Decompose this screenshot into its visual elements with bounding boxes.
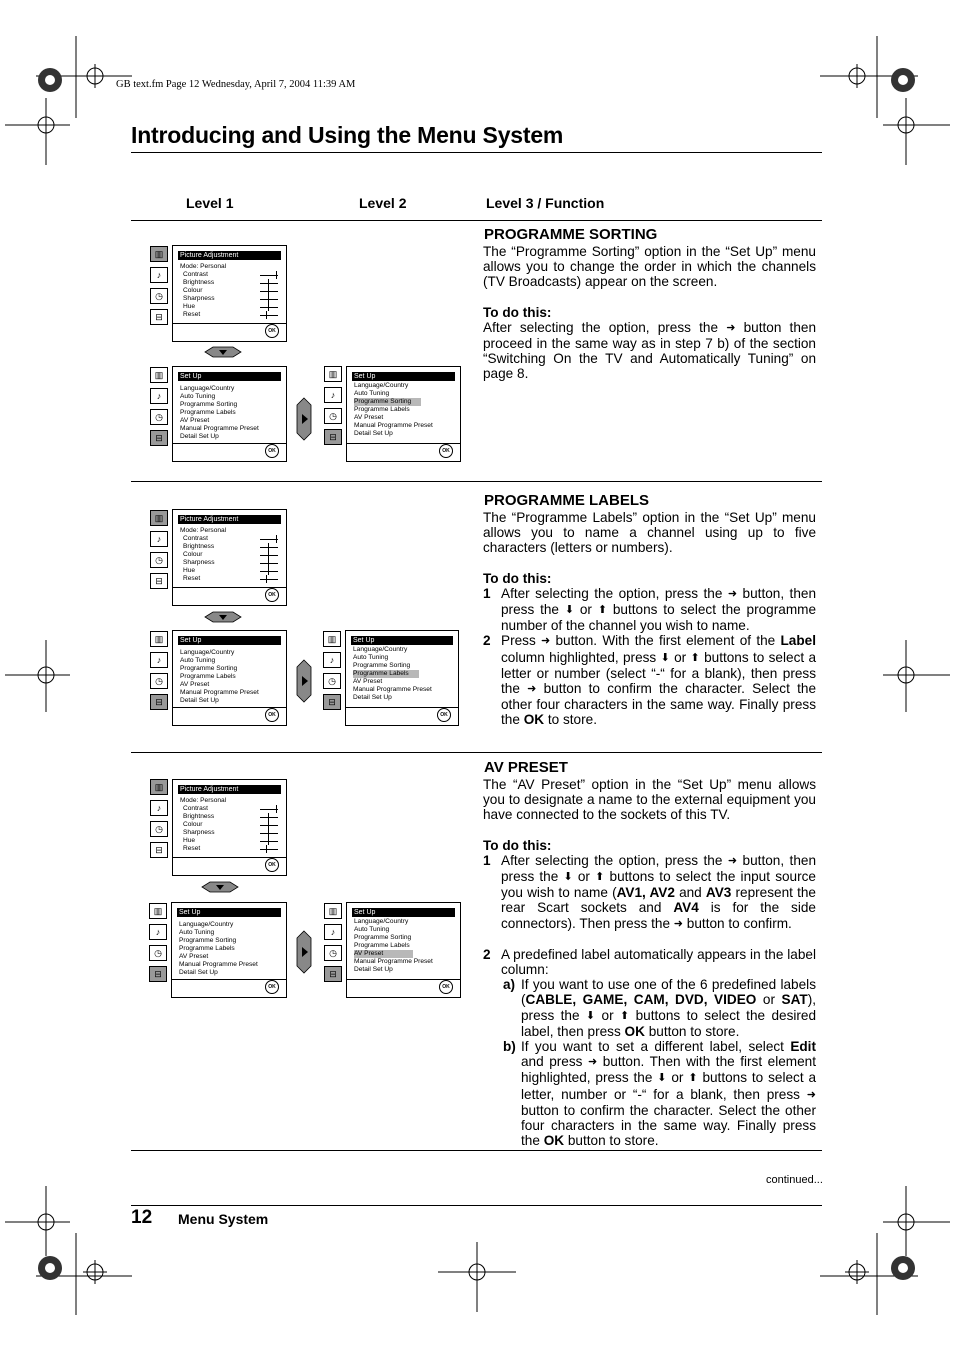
setup-icon: ⊟ <box>150 842 168 858</box>
section-heading: PROGRAMME LABELS <box>484 492 649 509</box>
menu-line: Contrast <box>183 271 208 278</box>
menu-line: Reset <box>183 575 201 582</box>
menu-line: Manual Programme Preset <box>180 425 259 432</box>
menu-line: AV Preset <box>180 417 210 424</box>
setup-menu-box-selected <box>346 366 461 462</box>
sound-icon: ♪ <box>150 800 168 816</box>
section-rule <box>131 752 822 753</box>
menu-line: Colour <box>183 821 203 828</box>
menu-line: AV Preset <box>354 414 384 421</box>
menu-line: Manual Programme Preset <box>354 422 433 429</box>
down-arrow-icon: ⬇ <box>657 1072 667 1085</box>
menu-line: Detail Set Up <box>354 430 393 437</box>
setup-icon: ⊟ <box>323 694 341 710</box>
sound-icon: ♪ <box>150 267 168 283</box>
continued-note: continued... <box>766 1174 823 1186</box>
up-arrow-icon: ⬆ <box>597 604 608 617</box>
menu-line: Language/Country <box>353 646 408 653</box>
menu-line: Reset <box>183 845 201 852</box>
right-arrow-icon: ➜ <box>527 683 537 696</box>
level1-icon-column <box>150 367 168 451</box>
sound-icon: ♪ <box>324 924 342 940</box>
menu-line: Auto Tuning <box>354 390 390 397</box>
level-1-heading: Level 1 <box>186 195 234 211</box>
list-item: 2 Press ➜ button. With the first element of the Label column highlighted, press ⬇ or ⬆ buttons to select a letter or number (select “-“ for a blank), then press the ➜ button to confirm the character. Select the other four characters in the same way. Finally press the OK to store. <box>483 633 817 728</box>
menu-line: Detail Set Up <box>353 694 392 701</box>
setup-icon: ⊟ <box>150 309 168 325</box>
right-arrow-icon: ➜ <box>673 917 684 930</box>
menu-line-highlighted: Programme Labels <box>353 670 419 678</box>
paragraph: The “Programme Labels” option in the “Set Up” menu allows you to name a channel using up to five characters (letters or numbers). <box>483 510 816 556</box>
menu-line: Auto Tuning <box>179 929 215 936</box>
timer-icon: ◷ <box>150 288 168 304</box>
right-arrow-icon <box>296 930 312 974</box>
title-rule <box>131 152 822 153</box>
menu-line: Hue <box>183 303 196 310</box>
menu-line: Programme Labels <box>180 673 236 680</box>
paragraph: After selecting the option, press the ➜ button then proceed in the same way as in step 7 b) of the section “Switching On the TV and Automatically Tuning” on page 8. <box>483 319 817 382</box>
paragraph: The “Programme Sorting” option in the “Set Up” menu allows you to change the order in which the channels (TV Broadcasts) appear on the screen. <box>483 244 816 290</box>
picture-icon: ▥ <box>149 903 167 919</box>
menu-line: AV Preset <box>353 678 383 685</box>
menu-header: Picture Adjustment <box>178 251 281 260</box>
setup-menu-box <box>171 902 287 998</box>
timer-icon: ◷ <box>149 945 167 961</box>
down-arrow-icon <box>203 611 243 623</box>
level-3-heading: Level 3 / Function <box>486 195 605 211</box>
menu-line: AV Preset <box>179 953 209 960</box>
menu-line: Detail Set Up <box>180 433 219 440</box>
menu-line: Detail Set Up <box>354 966 393 973</box>
picture-icon: ▥ <box>150 779 168 795</box>
menu-line: Programme Sorting <box>354 934 412 941</box>
ok-icon: OK <box>265 980 279 994</box>
menu-line: Colour <box>183 287 203 294</box>
setup-menu-box-selected <box>346 902 461 998</box>
menu-line: Brightness <box>183 279 215 286</box>
up-arrow-icon: ⬆ <box>688 1072 698 1085</box>
ok-icon: OK <box>265 444 279 458</box>
down-arrow-icon: ⬇ <box>585 1009 596 1022</box>
down-arrow-icon <box>203 346 243 358</box>
menu-line: Sharpness <box>183 295 215 302</box>
section-body <box>483 510 816 728</box>
picture-menu-box <box>172 245 287 342</box>
menu-line: Programme Sorting <box>179 937 237 944</box>
picture-icon: ▥ <box>324 903 342 919</box>
ok-icon: OK <box>265 858 279 872</box>
picture-menu-box <box>172 779 287 876</box>
footer-section-label: Menu System <box>178 1211 269 1227</box>
footer-rule <box>131 1205 822 1206</box>
menu-header: Set Up <box>178 372 281 381</box>
menu-line: Sharpness <box>183 829 215 836</box>
menu-line: Sharpness <box>183 559 215 566</box>
down-arrow-icon: ⬇ <box>660 651 670 664</box>
ok-icon: OK <box>265 588 279 602</box>
picture-icon: ▥ <box>150 367 168 383</box>
menu-line: Hue <box>183 567 196 574</box>
menu-line: Mode: Personal <box>180 527 227 534</box>
timer-icon: ◷ <box>150 552 168 568</box>
setup-menu-box <box>172 366 287 462</box>
setup-icon: ⊟ <box>150 573 168 589</box>
setup-icon: ⊟ <box>150 430 168 446</box>
level1-icon-column <box>324 366 342 450</box>
ok-icon: OK <box>265 708 279 722</box>
timer-icon: ◷ <box>150 673 168 689</box>
menu-line: Mode: Personal <box>180 263 227 270</box>
page-title: Introducing and Using the Menu System <box>131 122 564 148</box>
picture-icon: ▥ <box>150 246 168 262</box>
right-arrow-icon: ➜ <box>726 321 736 334</box>
menu-line: Mode: Personal <box>180 797 227 804</box>
up-arrow-icon: ⬆ <box>690 651 700 664</box>
timer-icon: ◷ <box>150 821 168 837</box>
menu-header: Set Up <box>351 636 453 645</box>
menu-line: Hue <box>183 837 196 844</box>
picture-menu-box <box>172 509 287 606</box>
menu-line: Programme Sorting <box>353 662 411 669</box>
picture-icon: ▥ <box>150 631 168 647</box>
menu-line: Contrast <box>183 535 208 542</box>
section-rule <box>131 1150 822 1151</box>
sound-icon: ♪ <box>150 531 168 547</box>
menu-line: Auto Tuning <box>180 393 216 400</box>
level1-icon-column <box>149 903 167 987</box>
menu-line: Auto Tuning <box>180 657 216 664</box>
menu-line: Manual Programme Preset <box>179 961 258 968</box>
ok-icon: OK <box>439 444 453 458</box>
section-rule <box>131 481 822 482</box>
level1-icon-column <box>150 631 168 715</box>
sound-icon: ♪ <box>150 388 168 404</box>
menu-line: Detail Set Up <box>179 969 218 976</box>
list-item: 1 After selecting the option, press the ➜ button, then press the ⬇ or ⬆ buttons to select the input source you wish to name (AV1, AV2 and AV3 represent the rear Scart sockets and AV4 is for the side connectors). Then press the ➜ button to confirm. <box>483 852 817 931</box>
menu-header: Set Up <box>178 636 281 645</box>
right-arrow-icon: ➜ <box>806 1088 816 1101</box>
sub-list-item: b) If you want to set a different label, select Edit and press ➜ button. Then with the first element highlighted, press the ⬇ or ⬆ buttons to select a letter, number or “-“ for a blank, then press ➜ button to confirm the character. Select the other four characters in the same way. Finally press the OK button to store. <box>503 1039 817 1149</box>
sound-icon: ♪ <box>150 652 168 668</box>
menu-line: Language/Country <box>179 921 234 928</box>
menu-line: Colour <box>183 551 203 558</box>
menu-header: Picture Adjustment <box>178 785 281 794</box>
down-arrow-icon: ⬇ <box>564 604 575 617</box>
menu-line: Language/Country <box>180 649 235 656</box>
menu-line: Language/Country <box>354 918 409 925</box>
menu-line-highlighted: AV Preset <box>354 950 413 958</box>
timer-icon: ◷ <box>324 408 342 424</box>
right-arrow-icon: ➜ <box>587 1056 598 1069</box>
right-arrow-icon: ➜ <box>541 635 551 648</box>
timer-icon: ◷ <box>324 945 342 961</box>
paragraph: The “AV Preset” option in the “Set Up” menu allows you to designate a name to the external equipment you have connected to the sockets of this TV. <box>483 777 816 823</box>
right-arrow-icon <box>296 659 312 703</box>
menu-line: Programme Labels <box>180 409 236 416</box>
menu-line: Programme Sorting <box>180 401 238 408</box>
down-arrow-icon: ⬇ <box>563 871 573 884</box>
menu-header: Set Up <box>352 372 455 381</box>
menu-line: Programme Labels <box>179 945 235 952</box>
page-number: 12 <box>131 1207 153 1228</box>
section-body <box>483 244 816 382</box>
menu-line: AV Preset <box>180 681 210 688</box>
level1-icon-column <box>150 510 168 594</box>
menu-line: Detail Set Up <box>180 697 219 704</box>
list-item: 1 After selecting the option, press the ➜ button, then press the ⬇ or ⬆ buttons to select the programme number of the channel you wish to name. <box>483 585 817 634</box>
menu-line: Auto Tuning <box>353 654 389 661</box>
todo-heading: To do this: <box>483 837 552 853</box>
menu-line-highlighted: Programme Sorting <box>354 398 421 406</box>
ok-icon: OK <box>437 708 451 722</box>
level1-icon-column <box>150 246 168 330</box>
ok-icon: OK <box>265 324 279 338</box>
level-2-heading: Level 2 <box>359 195 407 211</box>
sound-icon: ♪ <box>323 652 341 668</box>
right-arrow-icon <box>296 397 312 441</box>
menu-line: Programme Labels <box>354 942 410 949</box>
level1-icon-column <box>324 903 342 987</box>
list-item: 2 A predefined label automatically appears in the label column: <box>483 946 816 978</box>
file-slug: GB text.fm Page 12 Wednesday, April 7, 2004 11:39 AM <box>116 79 356 90</box>
menu-line: Language/Country <box>180 385 235 392</box>
setup-icon: ⊟ <box>150 694 168 710</box>
level1-icon-column <box>323 631 341 715</box>
up-arrow-icon: ⬆ <box>620 1009 630 1022</box>
right-arrow-icon: ➜ <box>727 854 738 867</box>
section-body <box>483 777 816 1148</box>
menu-header: Picture Adjustment <box>178 515 281 524</box>
menu-line: Programme Labels <box>354 406 410 413</box>
section-rule <box>131 220 822 221</box>
menu-line: Brightness <box>183 813 215 820</box>
up-arrow-icon: ⬆ <box>595 871 605 884</box>
menu-line: Brightness <box>183 543 215 550</box>
menu-line: Auto Tuning <box>354 926 390 933</box>
menu-header: Set Up <box>352 908 455 917</box>
menu-line: Programme Sorting <box>180 665 238 672</box>
menu-line: Reset <box>183 311 201 318</box>
menu-line: Manual Programme Preset <box>353 686 432 693</box>
menu-line: Language/Country <box>354 382 409 389</box>
timer-icon: ◷ <box>323 673 341 689</box>
picture-icon: ▥ <box>323 631 341 647</box>
setup-menu-box <box>172 630 287 726</box>
setup-icon: ⊟ <box>324 966 342 982</box>
setup-icon: ⊟ <box>324 429 342 445</box>
timer-icon: ◷ <box>150 409 168 425</box>
setup-icon: ⊟ <box>149 966 167 982</box>
menu-line: Manual Programme Preset <box>180 689 259 696</box>
ok-icon: OK <box>439 980 453 994</box>
setup-menu-box-selected <box>345 630 459 726</box>
todo-heading: To do this: <box>483 570 552 586</box>
sound-icon: ♪ <box>149 924 167 940</box>
section-heading: PROGRAMME SORTING <box>484 226 658 243</box>
picture-icon: ▥ <box>324 366 342 382</box>
level1-icon-column <box>150 779 168 863</box>
sound-icon: ♪ <box>324 387 342 403</box>
menu-line: Contrast <box>183 805 208 812</box>
menu-line: Manual Programme Preset <box>354 958 433 965</box>
section-heading: AV PRESET <box>484 759 568 776</box>
down-arrow-icon <box>200 881 240 893</box>
menu-header: Set Up <box>177 908 281 917</box>
sub-list-item: a) If you want to use one of the 6 predefined labels (CABLE, GAME, CAM, DVD, VIDEO or SAT), press the ⬇ or ⬆ buttons to select the desired label, then press OK button to store. <box>503 977 817 1039</box>
right-arrow-icon: ➜ <box>727 587 738 600</box>
todo-heading: To do this: <box>483 304 552 320</box>
picture-icon: ▥ <box>150 510 168 526</box>
